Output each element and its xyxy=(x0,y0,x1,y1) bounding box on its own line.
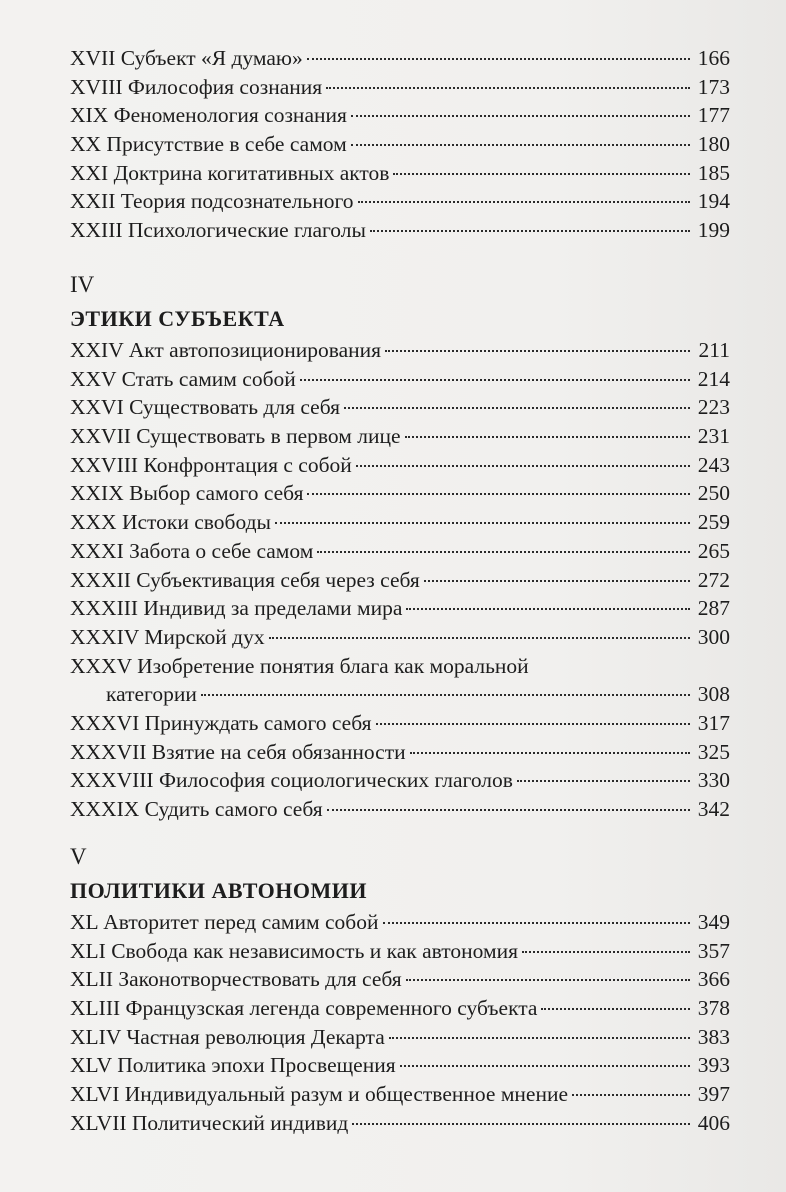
toc-entry-page: 383 xyxy=(697,1024,730,1049)
toc-entry-title: XXX Истоки свободы xyxy=(70,510,271,535)
toc-entry xyxy=(70,1023,730,1052)
toc-entry-page: 342 xyxy=(697,797,730,821)
toc-entry-page: 259 xyxy=(697,510,730,535)
toc-entry xyxy=(70,336,730,365)
toc-entry-title: XXXII Субъективация себя через себя xyxy=(70,567,420,592)
toc-entry-page: 287 xyxy=(697,596,730,621)
toc-entry-title: XXV Стать самим собой xyxy=(70,366,296,391)
toc-entry-line1 xyxy=(70,652,730,681)
toc-entry-title: XVIII Философия сознания xyxy=(70,74,323,99)
toc-entry xyxy=(70,159,730,188)
leader-dots xyxy=(424,580,690,582)
toc-entry-page: 231 xyxy=(697,424,730,449)
leader-dots xyxy=(275,522,690,524)
toc-entry-page: 308 xyxy=(697,682,730,707)
toc-entry-title: XLV Политика эпохи Просвещения xyxy=(70,1053,396,1078)
toc-entry-title: XXXIV Мирской дух xyxy=(70,624,265,649)
toc-entry xyxy=(70,623,730,652)
leader-dots xyxy=(400,1065,690,1067)
toc-entry-title: XL Авторитет перед самим собой xyxy=(70,910,379,934)
toc-entry xyxy=(70,709,730,738)
toc-entry-page: 211 xyxy=(698,338,730,362)
toc-entry xyxy=(70,566,730,595)
toc-entry-page: 173 xyxy=(697,74,730,99)
toc-entry-title: XLVII Политический индивид xyxy=(70,1110,349,1135)
toc-entry-title: XXXI Забота о себе самом xyxy=(70,538,314,563)
toc-entry-page: 177 xyxy=(697,103,730,128)
toc-entry xyxy=(70,795,730,824)
leader-dots xyxy=(344,407,690,409)
toc-entry-page: 349 xyxy=(697,910,730,934)
leader-dots xyxy=(351,115,690,117)
toc-entry-title: XLI Свобода как независимость и как автономия xyxy=(70,938,518,963)
toc-entry xyxy=(70,187,730,216)
toc-entry-page: 185 xyxy=(697,160,730,185)
toc-entry-title: XXXVIII Философия социологических глаголов xyxy=(70,768,513,793)
toc-entry xyxy=(70,994,730,1023)
toc-entry-page: 330 xyxy=(697,768,730,793)
toc-entry-page: 300 xyxy=(697,624,730,649)
toc-entry-title: XXXVII Взятие на себя обязанности xyxy=(70,739,406,764)
toc-entry-title: XXI Доктрина когитативных актов xyxy=(70,160,390,185)
part-title: ПОЛИТИКИ АВТОНОМИИ xyxy=(70,878,367,903)
toc-entry xyxy=(70,508,730,537)
leader-dots xyxy=(358,201,691,203)
toc-entry-title: XXII Теория подсознательного xyxy=(70,189,354,214)
leader-dots xyxy=(352,1123,690,1125)
leader-dots xyxy=(370,230,690,232)
toc-entry-page: 393 xyxy=(697,1053,730,1078)
toc-entry-page: 325 xyxy=(697,739,730,764)
toc-entry xyxy=(70,1051,730,1080)
toc-section-continued xyxy=(70,44,730,245)
toc-entry-page: 199 xyxy=(697,218,730,243)
leader-dots xyxy=(300,379,690,381)
toc-entry xyxy=(70,908,730,937)
toc-entry xyxy=(70,479,730,508)
leader-dots xyxy=(326,87,690,89)
toc-entry-title: XXIV Акт автопозиционирования xyxy=(70,338,382,362)
toc-entry-title: XX Присутствие в себе самом xyxy=(70,132,347,157)
toc-entry xyxy=(70,44,730,73)
toc-entry-page: 265 xyxy=(697,538,730,563)
toc-entry xyxy=(70,738,730,767)
toc-entry xyxy=(70,766,730,795)
leader-dots xyxy=(410,752,690,754)
leader-dots xyxy=(405,436,690,438)
toc-entry-title: категории xyxy=(106,682,197,707)
toc-entry xyxy=(70,422,730,451)
toc-entry-page: 180 xyxy=(697,132,730,157)
toc-part-iv xyxy=(70,270,730,824)
part-number: IV xyxy=(70,272,95,297)
toc-entry xyxy=(70,365,730,394)
toc-entry-page: 214 xyxy=(697,366,730,391)
leader-dots xyxy=(351,144,690,146)
leader-dots xyxy=(269,637,690,639)
toc-entry-title: XXVIII Конфронтация с собой xyxy=(70,452,352,477)
toc-entry-page: 272 xyxy=(697,567,730,592)
part-title: ЭТИКИ СУБЪЕКТА xyxy=(70,306,285,331)
toc-entry-page: 357 xyxy=(697,938,730,963)
toc-entry xyxy=(70,393,730,422)
toc-entry-title: XXVI Существовать для себя xyxy=(70,395,340,420)
leader-dots xyxy=(307,493,690,495)
toc-entry xyxy=(70,537,730,566)
toc-entry-page: 243 xyxy=(697,452,730,477)
toc-entry-page: 223 xyxy=(697,395,730,420)
leader-dots xyxy=(356,465,690,467)
toc-entry-title: XXXIX Судить самого себя xyxy=(70,797,323,821)
toc-entry xyxy=(70,73,730,102)
leader-dots xyxy=(376,723,690,725)
toc-entry-title: XXIX Выбор самого себя xyxy=(70,481,304,506)
toc-entry-title: XXIII Психологические глаголы xyxy=(70,218,366,243)
toc-entry-page: 250 xyxy=(697,481,730,506)
leader-dots xyxy=(201,694,690,696)
toc-entry-page: 366 xyxy=(697,967,730,992)
leader-dots xyxy=(327,809,690,811)
toc-entry-page: 317 xyxy=(697,710,730,735)
leader-dots xyxy=(541,1008,690,1010)
part-number: V xyxy=(70,844,87,869)
leader-dots xyxy=(572,1094,690,1096)
toc-entry xyxy=(70,594,730,623)
toc-entry-title: XLII Законотворчествовать для себя xyxy=(70,967,402,992)
leader-dots xyxy=(406,608,690,610)
leader-dots xyxy=(522,951,690,953)
toc-entry xyxy=(70,937,730,966)
leader-dots xyxy=(317,551,690,553)
toc-entry-title: XXXV Изобретение понятия блага как моральной xyxy=(70,653,529,678)
toc-entry xyxy=(70,130,730,159)
toc-entry-page: 378 xyxy=(697,996,730,1021)
leader-dots xyxy=(307,58,690,60)
toc-entry-title: XXVII Существовать в первом лице xyxy=(70,424,401,449)
leader-dots xyxy=(389,1037,690,1039)
leader-dots xyxy=(385,350,690,352)
toc-entry xyxy=(70,1109,730,1138)
toc-entry-line2 xyxy=(70,680,730,709)
toc-entry-page: 166 xyxy=(697,46,730,70)
toc-entry xyxy=(70,1080,730,1109)
toc-entry-title: XLIII Французская легенда современного субъекта xyxy=(70,996,538,1021)
toc-entry-title: XXXIII Индивид за пределами мира xyxy=(70,596,403,621)
toc-entry-title: XVII Субъект «Я думаю» xyxy=(70,46,303,70)
toc-entry xyxy=(70,101,730,130)
toc-entry-title: XXXVI Принуждать самого себя xyxy=(70,710,372,735)
leader-dots xyxy=(383,922,690,924)
toc-entry xyxy=(70,451,730,480)
toc-entry-page: 397 xyxy=(697,1082,730,1107)
toc-entry xyxy=(70,965,730,994)
toc-entry-page: 406 xyxy=(697,1110,730,1135)
leader-dots xyxy=(406,979,690,981)
leader-dots xyxy=(393,173,690,175)
leader-dots xyxy=(517,780,690,782)
toc-entry-title: XLVI Индивидуальный разум и общественное мнение xyxy=(70,1082,569,1107)
toc-part-v xyxy=(70,842,730,1138)
toc-entry-page: 194 xyxy=(697,189,730,214)
toc-entry xyxy=(70,216,730,245)
toc-entry-title: XLIV Частная революция Декарта xyxy=(70,1024,385,1049)
toc-entry-title: XIX Феноменология сознания xyxy=(70,103,347,128)
